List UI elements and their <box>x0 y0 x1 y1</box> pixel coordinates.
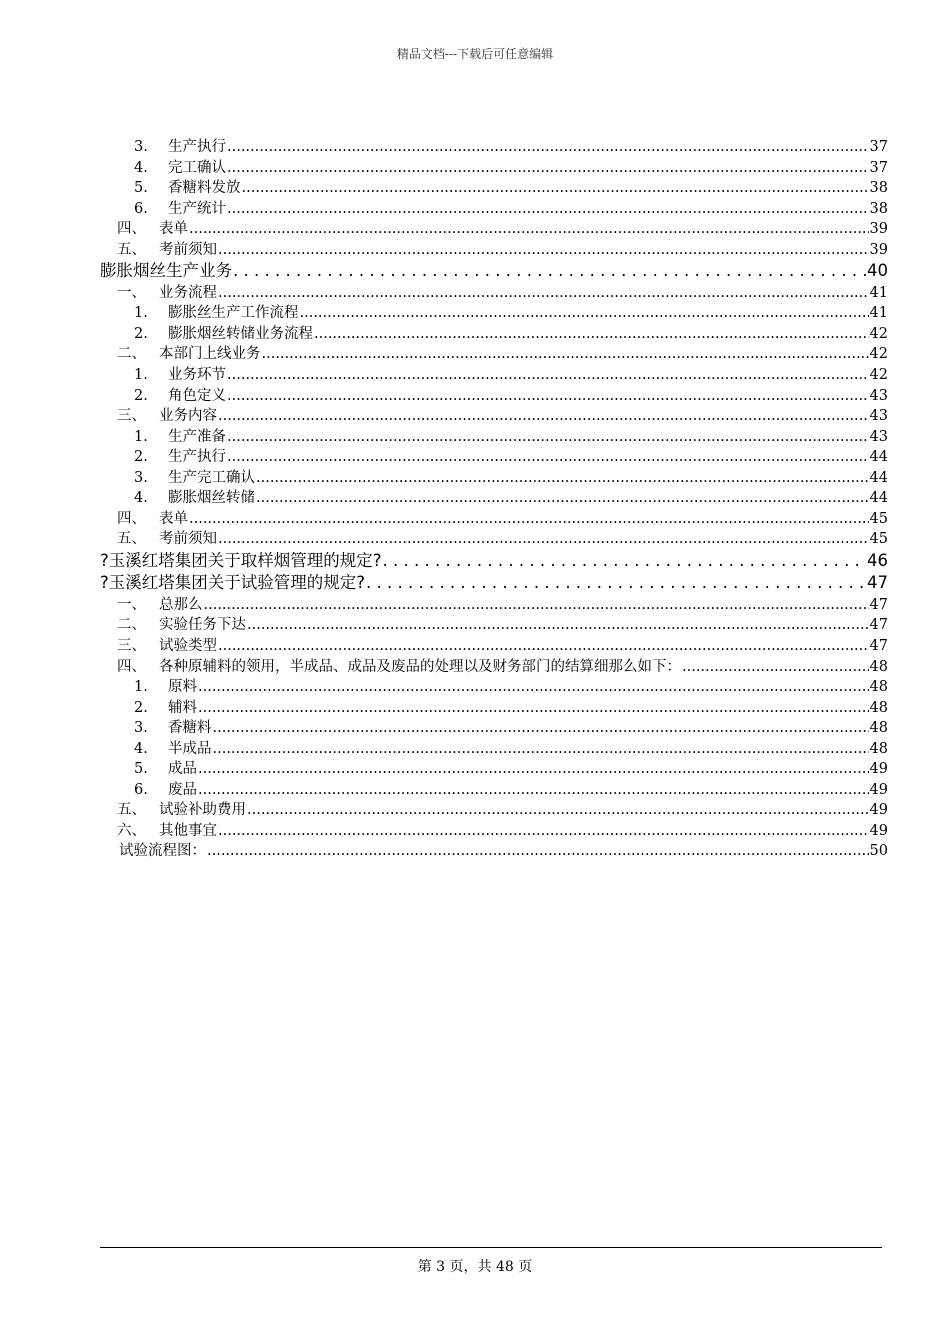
toc-dot-leader <box>189 219 869 240</box>
toc-entry-number: 三、 <box>117 408 146 425</box>
toc-entry-number: 四、 <box>117 221 146 238</box>
toc-entry-number: 五、 <box>117 531 146 548</box>
toc-entry-page-number: 37 <box>869 139 888 155</box>
toc-entry[interactable] <box>100 759 888 780</box>
toc-entry[interactable] <box>100 468 888 489</box>
toc-entry-page-number: 47 <box>867 573 888 593</box>
toc-dot-leader <box>227 447 869 468</box>
toc-entry-title: 半成品 <box>168 740 212 757</box>
toc-entry-number: 三、 <box>117 637 146 654</box>
toc-dot-leader <box>682 657 869 678</box>
toc-entry-number: 一、 <box>117 284 146 301</box>
toc-dot-leader <box>314 324 869 345</box>
toc-dot-leader <box>218 821 869 842</box>
toc-entry-page-number: 49 <box>869 822 888 839</box>
toc-dot-leader <box>227 158 869 179</box>
toc-entry[interactable] <box>100 324 888 345</box>
toc-entry-title: 各种原辅料的领用，半成品、成品及废品的处理以及财务部门的结算细那么如下： <box>159 658 681 675</box>
toc-entry-title: 业务环节 <box>168 366 226 383</box>
toc-dot-leader <box>233 260 866 283</box>
toc-entry-title: 表单 <box>159 221 188 238</box>
page-footer: 第 3 页，共 48 页 <box>417 1259 533 1275</box>
toc-entry-title: 实验任务下达 <box>159 617 246 634</box>
toc-entry[interactable] <box>100 447 888 468</box>
toc-dot-leader <box>242 178 869 199</box>
toc-entry[interactable] <box>100 158 888 179</box>
toc-entry-page-number: 48 <box>869 658 888 675</box>
toc-dot-leader <box>227 365 869 386</box>
toc-entry[interactable] <box>100 572 888 595</box>
toc-entry[interactable] <box>100 636 888 657</box>
toc-entry[interactable] <box>100 406 888 427</box>
toc-dot-leader <box>207 841 869 862</box>
toc-entry-page-number: 47 <box>869 596 888 613</box>
toc-entry-page-number: 44 <box>869 490 888 507</box>
toc-entry-title: 业务内容 <box>159 408 217 425</box>
toc-dot-leader <box>218 529 869 550</box>
toc-entry-title: 香糖料发放 <box>168 180 241 197</box>
toc-entry[interactable] <box>100 303 888 324</box>
toc-entry-title: 其他事宜 <box>159 822 217 839</box>
toc-entry-number: 1. <box>134 366 148 383</box>
toc-entry-title: 膨胀烟丝生产业务 <box>100 261 232 281</box>
toc-entry-title: 生产准备 <box>168 428 226 445</box>
toc-entry-page-number: 41 <box>869 284 888 301</box>
toc-entry[interactable] <box>100 219 888 240</box>
footer-divider <box>100 1247 882 1248</box>
toc-entry-number: 4. <box>134 159 148 176</box>
toc-entry[interactable] <box>100 427 888 448</box>
toc-entry-page-number: 47 <box>869 637 888 654</box>
toc-entry[interactable] <box>100 509 888 530</box>
toc-dot-leader <box>198 780 869 801</box>
toc-entry[interactable] <box>100 488 888 509</box>
toc-entry-number: 一、 <box>117 596 146 613</box>
toc-entry-title: ?玉溪红塔集团关于试验管理的规定? <box>100 573 366 593</box>
toc-entry[interactable] <box>100 240 888 261</box>
toc-entry-title: 生产完工确认 <box>168 469 255 486</box>
toc-entry[interactable] <box>100 283 888 304</box>
toc-entry-page-number: 37 <box>869 159 888 176</box>
toc-dot-leader <box>189 509 869 530</box>
toc-entry[interactable] <box>100 260 888 283</box>
toc-entry[interactable] <box>100 344 888 365</box>
toc-entry-number: 2. <box>134 387 148 404</box>
toc-dot-leader <box>227 386 869 407</box>
toc-entry-number: 六、 <box>117 822 146 839</box>
toc-dot-leader <box>383 550 866 573</box>
toc-dot-leader <box>262 344 869 365</box>
toc-entry[interactable] <box>100 657 888 678</box>
toc-entry[interactable] <box>100 677 888 698</box>
toc-entry-page-number: 49 <box>869 761 888 778</box>
toc-entry-page-number: 48 <box>869 699 888 716</box>
toc-entry-page-number: 42 <box>869 325 888 342</box>
toc-entry-number: 5. <box>134 761 148 778</box>
toc-entry[interactable] <box>100 199 888 220</box>
toc-dot-leader <box>213 718 869 739</box>
toc-entry-title: 考前须知 <box>159 241 217 258</box>
toc-entry-page-number: 40 <box>867 261 888 281</box>
toc-entry[interactable] <box>100 698 888 719</box>
toc-dot-leader <box>218 636 869 657</box>
toc-entry-number: 6. <box>134 200 148 217</box>
toc-entry-page-number: 38 <box>869 180 888 197</box>
toc-entry-title: 完工确认 <box>168 159 226 176</box>
toc-entry-number: 五、 <box>117 802 146 819</box>
toc-entry-page-number: 39 <box>869 241 888 258</box>
toc-entry-page-number: 39 <box>869 221 888 238</box>
toc-dot-leader <box>227 199 869 220</box>
page-header: 精品文档---下载后可任意编辑 <box>396 47 554 61</box>
toc-entry-page-number: 43 <box>869 408 888 425</box>
toc-entry[interactable] <box>100 718 888 739</box>
toc-entry-title: 膨胀烟丝转储 <box>168 490 255 507</box>
toc-entry-page-number: 41 <box>869 305 888 322</box>
toc-dot-leader <box>218 240 869 261</box>
toc-dot-leader <box>218 283 869 304</box>
toc-entry[interactable] <box>100 595 888 616</box>
toc-entry-title: 业务流程 <box>159 284 217 301</box>
toc-entry-page-number: 45 <box>869 510 888 527</box>
toc-entry-page-number: 48 <box>869 720 888 737</box>
toc-entry-number: 四、 <box>117 510 146 527</box>
toc-entry-page-number: 42 <box>869 346 888 363</box>
toc-entry[interactable] <box>100 615 888 636</box>
toc-entry-number: 四、 <box>117 658 146 675</box>
toc-dot-leader <box>218 406 869 427</box>
toc-entry-title: ?玉溪红塔集团关于取样烟管理的规定? <box>100 550 382 570</box>
toc-entry-page-number: 45 <box>869 531 888 548</box>
toc-entry-number: 2. <box>134 325 148 342</box>
toc-entry-number: 2. <box>134 449 148 466</box>
toc-entry-page-number: 42 <box>869 366 888 383</box>
toc-entry-title: 辅料 <box>168 699 197 716</box>
toc-entry-title: 表单 <box>159 510 188 527</box>
toc-entry-title: 废品 <box>168 781 197 798</box>
toc-entry[interactable] <box>100 529 888 550</box>
toc-entry[interactable] <box>100 841 888 862</box>
toc-entry[interactable] <box>100 386 888 407</box>
toc-entry[interactable] <box>100 739 888 760</box>
toc-entry-number: 1. <box>134 305 148 322</box>
toc-dot-leader <box>247 615 869 636</box>
toc-entry[interactable] <box>100 365 888 386</box>
toc-dot-leader <box>256 468 869 489</box>
toc-entry-title: 原料 <box>168 679 197 696</box>
toc-entry[interactable] <box>100 800 888 821</box>
toc-entry-title: 试验流程图： <box>119 843 206 860</box>
toc-entry[interactable] <box>100 821 888 842</box>
toc-entry-title: 膨胀丝生产工作流程 <box>168 305 299 322</box>
toc-entry[interactable] <box>100 137 888 158</box>
toc-entry-title: 考前须知 <box>159 531 217 548</box>
toc-entry-title: 生产执行 <box>168 139 226 155</box>
toc-entry-page-number: 48 <box>869 740 888 757</box>
toc-entry-title: 试验补助费用 <box>159 802 246 819</box>
toc-entry-number: 2. <box>134 699 148 716</box>
toc-entry[interactable] <box>100 550 888 573</box>
toc-entry-page-number: 46 <box>867 550 888 570</box>
toc-dot-leader <box>198 759 869 780</box>
toc-entry-title: 本部门上线业务 <box>159 346 261 363</box>
toc-dot-leader <box>227 427 869 448</box>
toc-entry-number: 3. <box>134 720 148 737</box>
toc-entry-number: 5. <box>134 180 148 197</box>
toc-entry-number: 6. <box>134 781 148 798</box>
toc-entry-number: 五、 <box>117 241 146 258</box>
toc-dot-leader <box>213 739 869 760</box>
toc-entry-title: 总那么 <box>159 596 203 613</box>
toc-entry-number: 3. <box>134 469 148 486</box>
toc-entry[interactable] <box>100 178 888 199</box>
toc-entry-number: 二、 <box>117 617 146 634</box>
toc-dot-leader <box>256 488 869 509</box>
toc-entry-page-number: 44 <box>869 449 888 466</box>
toc-entry-number: 1. <box>134 679 148 696</box>
toc-entry-title: 角色定义 <box>168 387 226 404</box>
toc-entry-page-number: 48 <box>869 679 888 696</box>
toc-entry-page-number: 49 <box>869 802 888 819</box>
toc-entry[interactable] <box>100 780 888 801</box>
toc-dot-leader <box>366 572 866 595</box>
toc-entry-number: 二、 <box>117 346 146 363</box>
toc-dot-leader <box>300 303 869 324</box>
toc-entry-number: 3. <box>134 139 148 155</box>
table-of-contents <box>100 137 888 862</box>
toc-entry-page-number: 50 <box>869 843 888 860</box>
toc-entry-page-number: 38 <box>869 200 888 217</box>
toc-entry-title: 生产统计 <box>168 200 226 217</box>
toc-entry-title: 生产执行 <box>168 449 226 466</box>
toc-entry-page-number: 49 <box>869 781 888 798</box>
toc-dot-leader <box>198 677 869 698</box>
toc-dot-leader <box>247 800 869 821</box>
toc-entry-page-number: 43 <box>869 428 888 445</box>
toc-entry-number: 4. <box>134 740 148 757</box>
toc-entry-number: 4. <box>134 490 148 507</box>
toc-entry-page-number: 43 <box>869 387 888 404</box>
toc-entry-title: 成品 <box>168 761 197 778</box>
toc-entry-page-number: 44 <box>869 469 888 486</box>
toc-entry-title: 试验类型 <box>159 637 217 654</box>
toc-entry-title: 膨胀烟丝转储业务流程 <box>168 325 313 342</box>
toc-entry-title: 香糖料 <box>168 720 212 737</box>
toc-dot-leader <box>204 595 869 616</box>
toc-dot-leader <box>227 137 869 158</box>
toc-entry-page-number: 47 <box>869 617 888 634</box>
toc-entry-number: 1. <box>134 428 148 445</box>
toc-dot-leader <box>198 698 869 719</box>
